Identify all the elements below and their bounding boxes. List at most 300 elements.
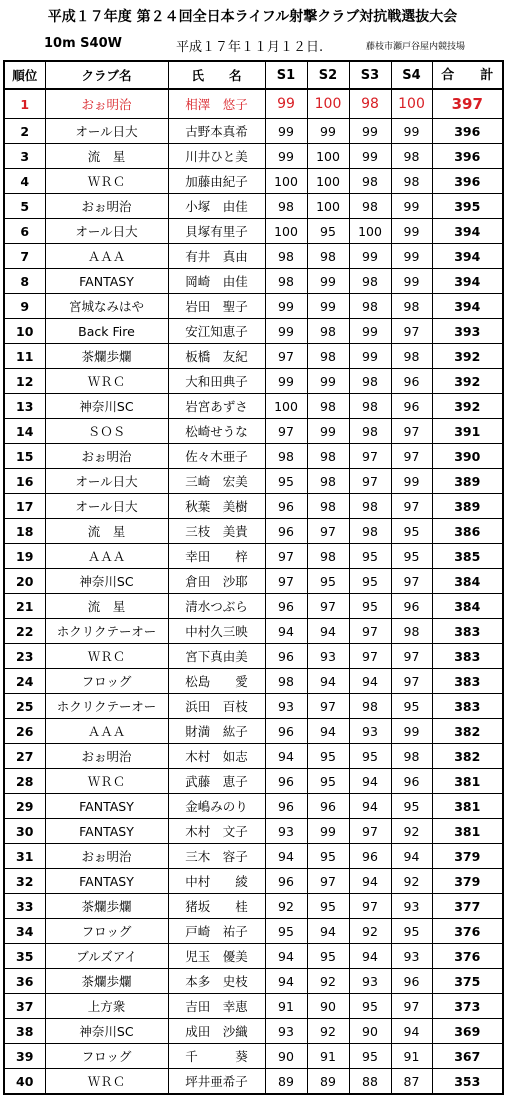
score-s2-cell: 97 (307, 519, 349, 544)
total-cell: 396 (432, 144, 503, 169)
score-s1-cell: 93 (265, 1019, 307, 1044)
results-table (3, 60, 504, 1095)
rank-cell: 19 (4, 544, 45, 569)
score-s2-cell: 99 (307, 369, 349, 394)
score-s1-cell: 96 (265, 769, 307, 794)
club-cell: ＡＡＡ (45, 544, 168, 569)
score-s2-cell: 98 (307, 444, 349, 469)
table-row (4, 144, 503, 169)
total-cell: 384 (432, 569, 503, 594)
score-s2-cell: 95 (307, 569, 349, 594)
rank-cell: 27 (4, 744, 45, 769)
total-cell: 383 (432, 619, 503, 644)
club-cell: オール日大 (45, 469, 168, 494)
score-s2-cell: 94 (307, 669, 349, 694)
score-s4-cell: 97 (391, 569, 432, 594)
score-s4-cell: 96 (391, 394, 432, 419)
table-row (4, 969, 503, 994)
event-name: 10m S40W (44, 36, 122, 51)
club-cell: 神奈川SC (45, 1019, 168, 1044)
rank-cell: 38 (4, 1019, 45, 1044)
name-cell: 有井 真由 (168, 244, 265, 269)
total-cell: 386 (432, 519, 503, 544)
club-cell: フロッグ (45, 1044, 168, 1069)
score-s3-cell: 94 (349, 669, 391, 694)
score-s4-cell: 96 (391, 769, 432, 794)
total-cell: 389 (432, 469, 503, 494)
score-s4-cell: 97 (391, 444, 432, 469)
total-cell: 391 (432, 419, 503, 444)
total-cell: 390 (432, 444, 503, 469)
score-s2-cell: 98 (307, 544, 349, 569)
score-s4-cell: 99 (391, 719, 432, 744)
score-s3-cell: 95 (349, 569, 391, 594)
score-s4-cell: 95 (391, 794, 432, 819)
score-s3-cell: 96 (349, 844, 391, 869)
score-s3-cell: 94 (349, 869, 391, 894)
club-cell: 宮城なみはや (45, 294, 168, 319)
table-row (4, 869, 503, 894)
club-cell: おぉ明治 (45, 194, 168, 219)
rank-cell: 40 (4, 1069, 45, 1095)
name-cell: 松崎せうな (168, 419, 265, 444)
table-row (4, 344, 503, 369)
score-s3-cell: 95 (349, 1044, 391, 1069)
club-cell: FANTASY (45, 269, 168, 294)
score-s3-cell: 95 (349, 994, 391, 1019)
score-s2-cell: 97 (307, 694, 349, 719)
score-s3-cell: 98 (349, 419, 391, 444)
total-cell: 393 (432, 319, 503, 344)
score-s1-cell: 96 (265, 494, 307, 519)
score-s2-cell: 90 (307, 994, 349, 1019)
score-s3-cell: 100 (349, 219, 391, 244)
club-cell: FANTASY (45, 794, 168, 819)
score-s1-cell: 94 (265, 744, 307, 769)
score-s4-cell: 98 (391, 144, 432, 169)
table-row (4, 844, 503, 869)
name-cell: 安江知恵子 (168, 319, 265, 344)
score-s2-cell: 100 (307, 194, 349, 219)
name-cell: 武藤 恵子 (168, 769, 265, 794)
table-row (4, 444, 503, 469)
table-row (4, 394, 503, 419)
total-cell: 377 (432, 894, 503, 919)
score-s3-cell: 98 (349, 494, 391, 519)
rank-cell: 9 (4, 294, 45, 319)
score-s2-cell: 100 (307, 89, 349, 119)
score-s3-cell: 98 (349, 394, 391, 419)
table-row (4, 794, 503, 819)
name-cell: 猪坂 桂 (168, 894, 265, 919)
total-cell: 373 (432, 994, 503, 1019)
club-cell: ＷＲＣ (45, 369, 168, 394)
score-s4-cell: 99 (391, 244, 432, 269)
name-cell: 宮下真由美 (168, 644, 265, 669)
score-s1-cell: 98 (265, 244, 307, 269)
score-s1-cell: 89 (265, 1069, 307, 1095)
total-cell: 394 (432, 219, 503, 244)
name-cell: 木村 文子 (168, 819, 265, 844)
score-s2-cell: 95 (307, 944, 349, 969)
name-cell: 木村 如志 (168, 744, 265, 769)
score-s3-cell: 98 (349, 519, 391, 544)
club-cell: ホクリクテーオー (45, 619, 168, 644)
name-cell: 成田 沙織 (168, 1019, 265, 1044)
total-cell: 383 (432, 644, 503, 669)
rank-cell: 11 (4, 344, 45, 369)
event-date: 平成１７年１１月１２日. (176, 40, 324, 55)
total-cell: 395 (432, 194, 503, 219)
header-name: 氏 名 (168, 61, 265, 89)
score-s2-cell: 94 (307, 619, 349, 644)
name-cell: 三木 容子 (168, 844, 265, 869)
rank-cell: 2 (4, 119, 45, 144)
score-s2-cell: 95 (307, 844, 349, 869)
total-cell: 375 (432, 969, 503, 994)
score-s4-cell: 94 (391, 1019, 432, 1044)
table-row (4, 494, 503, 519)
score-s1-cell: 94 (265, 969, 307, 994)
score-s1-cell: 99 (265, 119, 307, 144)
score-s3-cell: 88 (349, 1069, 391, 1095)
club-cell: おぉ明治 (45, 444, 168, 469)
total-cell: 379 (432, 844, 503, 869)
rank-cell: 13 (4, 394, 45, 419)
name-cell: 三崎 宏美 (168, 469, 265, 494)
score-s2-cell: 97 (307, 869, 349, 894)
score-s4-cell: 92 (391, 819, 432, 844)
name-cell: 板橋 友紀 (168, 344, 265, 369)
table-row (4, 919, 503, 944)
score-s2-cell: 99 (307, 119, 349, 144)
score-s3-cell: 98 (349, 369, 391, 394)
header-s4: S4 (391, 61, 432, 89)
table-row (4, 669, 503, 694)
score-s3-cell: 98 (349, 89, 391, 119)
score-s1-cell: 91 (265, 994, 307, 1019)
score-s1-cell: 98 (265, 669, 307, 694)
score-s1-cell: 100 (265, 169, 307, 194)
score-s3-cell: 94 (349, 769, 391, 794)
name-cell: 金嶋みのり (168, 794, 265, 819)
table-row (4, 244, 503, 269)
score-s3-cell: 97 (349, 819, 391, 844)
score-s4-cell: 98 (391, 294, 432, 319)
score-s4-cell: 87 (391, 1069, 432, 1095)
total-cell: 394 (432, 269, 503, 294)
score-s4-cell: 98 (391, 344, 432, 369)
score-s1-cell: 92 (265, 894, 307, 919)
score-s4-cell: 94 (391, 844, 432, 869)
table-row (4, 694, 503, 719)
score-s3-cell: 90 (349, 1019, 391, 1044)
score-s4-cell: 93 (391, 944, 432, 969)
name-cell: 坪井亜希子 (168, 1069, 265, 1095)
rank-cell: 26 (4, 719, 45, 744)
score-s1-cell: 97 (265, 544, 307, 569)
score-s1-cell: 96 (265, 869, 307, 894)
name-cell: 倉田 沙耶 (168, 569, 265, 594)
table-row (4, 544, 503, 569)
total-cell: 397 (432, 89, 503, 119)
table-row (4, 594, 503, 619)
score-s1-cell: 100 (265, 219, 307, 244)
score-s2-cell: 99 (307, 419, 349, 444)
score-s1-cell: 96 (265, 719, 307, 744)
rank-cell: 34 (4, 919, 45, 944)
rank-cell: 6 (4, 219, 45, 244)
score-s2-cell: 95 (307, 769, 349, 794)
name-cell: 古野本真希 (168, 119, 265, 144)
score-s3-cell: 98 (349, 694, 391, 719)
rank-cell: 35 (4, 944, 45, 969)
event-venue: 藤枝市瀬戸谷屋内競技場 (366, 42, 466, 52)
club-cell: オール日大 (45, 119, 168, 144)
total-cell: 383 (432, 694, 503, 719)
club-cell: 流 星 (45, 144, 168, 169)
score-s4-cell: 99 (391, 194, 432, 219)
score-s3-cell: 99 (349, 344, 391, 369)
score-s2-cell: 97 (307, 594, 349, 619)
club-cell: フロッグ (45, 669, 168, 694)
score-s4-cell: 97 (391, 319, 432, 344)
name-cell: 秋葉 美樹 (168, 494, 265, 519)
club-cell: ＷＲＣ (45, 169, 168, 194)
name-cell: 財満 紘子 (168, 719, 265, 744)
club-cell: ＡＡＡ (45, 719, 168, 744)
table-row (4, 219, 503, 244)
club-cell: 流 星 (45, 594, 168, 619)
score-s4-cell: 96 (391, 594, 432, 619)
rank-cell: 1 (4, 89, 45, 119)
score-s4-cell: 96 (391, 369, 432, 394)
table-row (4, 944, 503, 969)
rank-cell: 25 (4, 694, 45, 719)
club-cell: ＷＲＣ (45, 769, 168, 794)
score-s2-cell: 100 (307, 144, 349, 169)
table-row (4, 469, 503, 494)
score-s2-cell: 95 (307, 219, 349, 244)
score-s2-cell: 99 (307, 819, 349, 844)
table-row (4, 1019, 503, 1044)
score-s4-cell: 92 (391, 869, 432, 894)
score-s4-cell: 96 (391, 969, 432, 994)
score-s3-cell: 95 (349, 544, 391, 569)
total-cell: 381 (432, 794, 503, 819)
table-row (4, 119, 503, 144)
score-s4-cell: 97 (391, 994, 432, 1019)
name-cell: 幸田 梓 (168, 544, 265, 569)
club-cell: ブルズアイ (45, 944, 168, 969)
table-row (4, 819, 503, 844)
name-cell: 大和田典子 (168, 369, 265, 394)
score-s1-cell: 95 (265, 469, 307, 494)
table-row (4, 194, 503, 219)
name-cell: 加藤由紀子 (168, 169, 265, 194)
score-s3-cell: 99 (349, 244, 391, 269)
rank-cell: 21 (4, 594, 45, 619)
name-cell: 岩宮あずさ (168, 394, 265, 419)
score-s2-cell: 95 (307, 744, 349, 769)
table-row (4, 719, 503, 744)
rank-cell: 15 (4, 444, 45, 469)
rank-cell: 18 (4, 519, 45, 544)
header-s1: S1 (265, 61, 307, 89)
score-s2-cell: 93 (307, 644, 349, 669)
rank-cell: 24 (4, 669, 45, 694)
score-s2-cell: 92 (307, 1019, 349, 1044)
rank-cell: 37 (4, 994, 45, 1019)
score-s4-cell: 95 (391, 919, 432, 944)
score-s3-cell: 98 (349, 294, 391, 319)
score-s3-cell: 94 (349, 794, 391, 819)
club-cell: ＡＡＡ (45, 244, 168, 269)
total-cell: 382 (432, 744, 503, 769)
score-s1-cell: 99 (265, 294, 307, 319)
table-row (4, 619, 503, 644)
total-cell: 379 (432, 869, 503, 894)
total-cell: 376 (432, 919, 503, 944)
score-s3-cell: 93 (349, 719, 391, 744)
club-cell: FANTASY (45, 819, 168, 844)
score-s3-cell: 99 (349, 144, 391, 169)
total-cell: 389 (432, 494, 503, 519)
name-cell: 児玉 優美 (168, 944, 265, 969)
score-s2-cell: 91 (307, 1044, 349, 1069)
rank-cell: 32 (4, 869, 45, 894)
score-s2-cell: 94 (307, 719, 349, 744)
club-cell: 神奈川SC (45, 394, 168, 419)
rank-cell: 8 (4, 269, 45, 294)
score-s1-cell: 95 (265, 919, 307, 944)
score-s4-cell: 98 (391, 744, 432, 769)
table-row (4, 644, 503, 669)
score-s3-cell: 93 (349, 969, 391, 994)
score-s1-cell: 98 (265, 444, 307, 469)
score-s4-cell: 98 (391, 619, 432, 644)
rank-cell: 33 (4, 894, 45, 919)
club-cell: おぉ明治 (45, 744, 168, 769)
table-row (4, 369, 503, 394)
table-row (4, 519, 503, 544)
score-s1-cell: 96 (265, 519, 307, 544)
club-cell: ＷＲＣ (45, 1069, 168, 1095)
name-cell: 川井ひと美 (168, 144, 265, 169)
table-row (4, 769, 503, 794)
table-row (4, 169, 503, 194)
score-s4-cell: 95 (391, 694, 432, 719)
score-s1-cell: 97 (265, 569, 307, 594)
rank-cell: 10 (4, 319, 45, 344)
rank-cell: 12 (4, 369, 45, 394)
header-rank: 順位 (4, 61, 45, 89)
score-s1-cell: 94 (265, 844, 307, 869)
score-s4-cell: 97 (391, 644, 432, 669)
score-s1-cell: 90 (265, 1044, 307, 1069)
score-s2-cell: 99 (307, 269, 349, 294)
score-s1-cell: 97 (265, 344, 307, 369)
score-s1-cell: 99 (265, 319, 307, 344)
club-cell: 流 星 (45, 519, 168, 544)
club-cell: 茶爛歩爛 (45, 969, 168, 994)
score-s4-cell: 95 (391, 519, 432, 544)
total-cell: 381 (432, 819, 503, 844)
score-s4-cell: 99 (391, 469, 432, 494)
club-cell: おぉ明治 (45, 844, 168, 869)
score-s2-cell: 98 (307, 344, 349, 369)
score-s3-cell: 97 (349, 894, 391, 919)
rank-cell: 16 (4, 469, 45, 494)
rank-cell: 22 (4, 619, 45, 644)
score-s4-cell: 97 (391, 419, 432, 444)
score-s1-cell: 96 (265, 644, 307, 669)
rank-cell: 4 (4, 169, 45, 194)
score-s2-cell: 89 (307, 1069, 349, 1095)
score-s2-cell: 94 (307, 919, 349, 944)
score-s3-cell: 97 (349, 619, 391, 644)
score-s4-cell: 97 (391, 494, 432, 519)
club-cell: Back Fire (45, 319, 168, 344)
club-cell: フロッグ (45, 919, 168, 944)
rank-cell: 30 (4, 819, 45, 844)
total-cell: 381 (432, 769, 503, 794)
score-s1-cell: 99 (265, 144, 307, 169)
score-s1-cell: 100 (265, 394, 307, 419)
score-s4-cell: 95 (391, 544, 432, 569)
rank-cell: 17 (4, 494, 45, 519)
score-s4-cell: 93 (391, 894, 432, 919)
table-row (4, 419, 503, 444)
total-cell: 396 (432, 169, 503, 194)
total-cell: 392 (432, 369, 503, 394)
rank-cell: 29 (4, 794, 45, 819)
total-cell: 367 (432, 1044, 503, 1069)
total-cell: 392 (432, 394, 503, 419)
score-s1-cell: 96 (265, 794, 307, 819)
name-cell: 清水つぶら (168, 594, 265, 619)
table-row (4, 1044, 503, 1069)
rank-cell: 7 (4, 244, 45, 269)
total-cell: 376 (432, 944, 503, 969)
club-cell: FANTASY (45, 869, 168, 894)
header-club: クラブ名 (45, 61, 168, 89)
table-row (4, 894, 503, 919)
total-cell: 396 (432, 119, 503, 144)
name-cell: 松島 愛 (168, 669, 265, 694)
score-s3-cell: 99 (349, 319, 391, 344)
score-s2-cell: 98 (307, 244, 349, 269)
score-s4-cell: 99 (391, 219, 432, 244)
club-cell: おぉ明治 (45, 89, 168, 119)
club-cell: ＳＯＳ (45, 419, 168, 444)
score-s1-cell: 99 (265, 89, 307, 119)
name-cell: 相澤 悠子 (168, 89, 265, 119)
score-s4-cell: 99 (391, 269, 432, 294)
total-cell: 394 (432, 294, 503, 319)
rank-cell: 36 (4, 969, 45, 994)
score-s3-cell: 99 (349, 119, 391, 144)
score-s4-cell: 97 (391, 669, 432, 694)
total-cell: 369 (432, 1019, 503, 1044)
score-s2-cell: 100 (307, 169, 349, 194)
name-cell: 千 葵 (168, 1044, 265, 1069)
table-row (4, 569, 503, 594)
table-row (4, 994, 503, 1019)
score-s2-cell: 98 (307, 319, 349, 344)
score-s1-cell: 93 (265, 819, 307, 844)
score-s1-cell: 94 (265, 619, 307, 644)
